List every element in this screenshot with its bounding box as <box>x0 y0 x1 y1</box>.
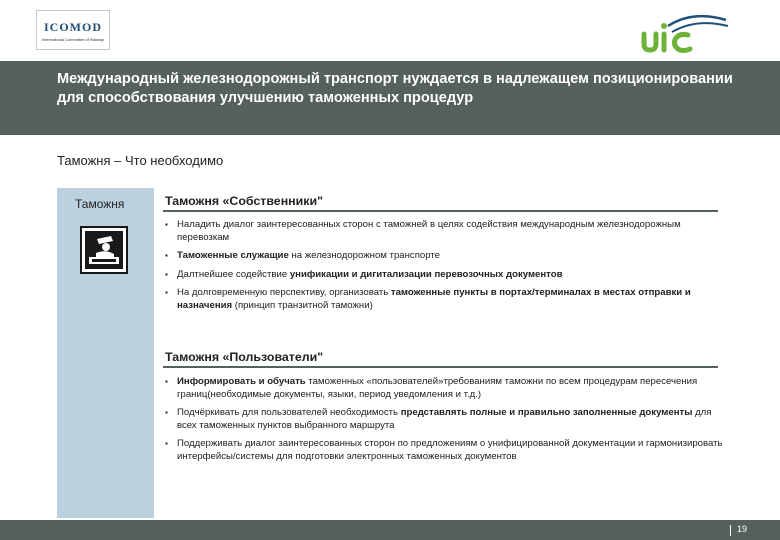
list-item: ▪ Таможенные служащие на железнодорожном транспорте <box>163 250 723 263</box>
owners-list <box>163 219 723 318</box>
list-item: ▪ Подчёркивать для пользователей необходимость представлять полные и правильно заполненные документы для всех таможенных пунктов выбранного маршрута <box>163 407 723 432</box>
list-item: ▪ Наладить диалог заинтересованных сторон с таможней в целях содействия международным железнодорожным перевозкам <box>163 219 723 244</box>
footer-separator <box>730 525 731 536</box>
footer-bar <box>0 520 780 540</box>
customs-officer-icon <box>80 226 128 274</box>
owners-divider <box>163 210 718 212</box>
icomod-logo-text: ICOMOD <box>44 20 102 34</box>
list-item: ▪ На долговременную перспективу, организовать таможенные пункты в портах/терминалах в местах отправки и назначения (принцип транзитной таможни) <box>163 287 723 312</box>
page-number: 19 <box>737 524 748 534</box>
owners-heading: Таможня «Собственники" <box>165 194 323 208</box>
icomod-logo <box>36 10 110 50</box>
side-panel-label: Таможня <box>75 197 125 211</box>
users-list <box>163 376 723 469</box>
users-heading: Таможня «Пользователи" <box>165 350 324 364</box>
side-panel <box>57 188 154 518</box>
page-title: Международный железнодорожный транспорт нуждается в надлежащем позиционировании для способствования улучшению таможенных процедур <box>57 71 733 106</box>
list-item: ▪ Поддерживать диалог заинтересованных сторон по предложениям о унифицированной документации и гармонизировать интерфейсы/системы для подготовки электронных таможенных документов <box>163 438 723 463</box>
page-subtitle: Таможня – Что необходимо <box>57 153 224 168</box>
uic-logo <box>638 12 734 56</box>
list-item: ▪ Информировать и обучать таможенных «пользователей»требованиям таможни по всем процедурам пересечения границ(необходимые документы, языки, период уведомления и т.д.) <box>163 376 723 401</box>
icomod-logo-tagline: International Committee of Railway <box>41 37 105 42</box>
users-divider <box>163 366 718 368</box>
list-item: ▪ Далтнейшее содействие унификации и дигитализации перевозочных документов <box>163 269 723 282</box>
title-band <box>0 61 780 135</box>
